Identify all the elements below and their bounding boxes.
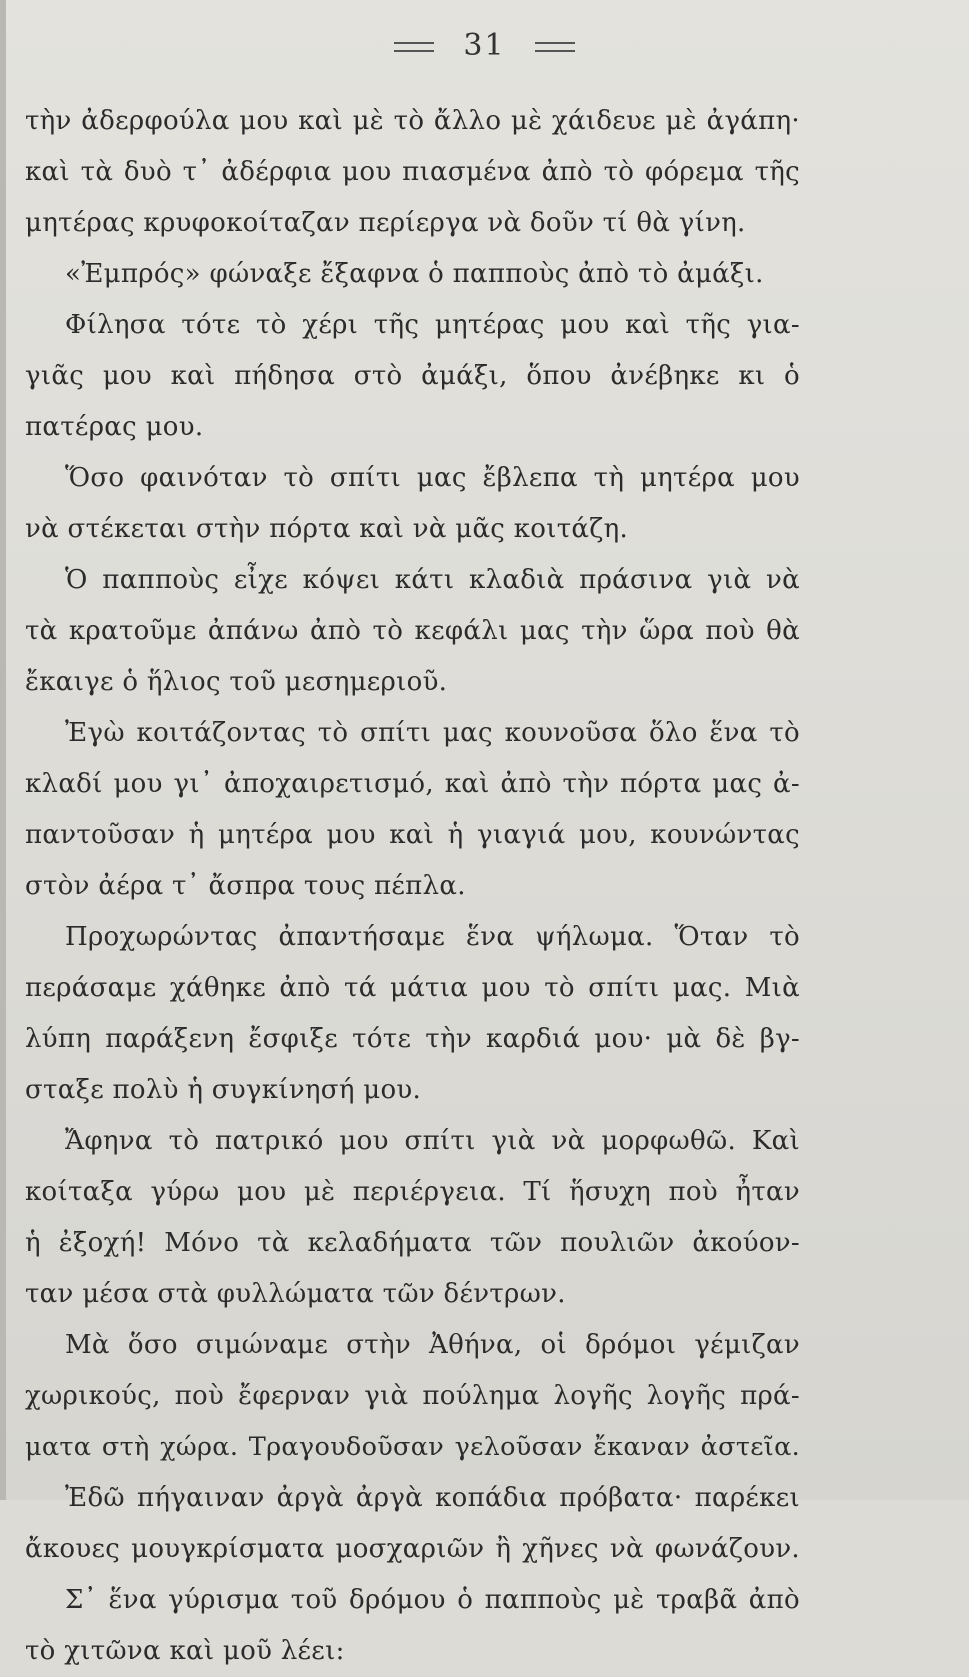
page-edge-shadow	[0, 0, 6, 1500]
text-line: στὸν ἀέρα τ᾽ ἄσπρα τους πέπλα.	[25, 871, 466, 901]
text-line: τὰ κρατοῦμε ἀπάνω ἀπὸ τὸ κεφάλι μας τὴν ὥρα ποὺ θὰ	[25, 616, 800, 646]
text-line: πατέρας μου.	[25, 412, 204, 442]
text-line: κοίταξα γύρω μου μὲ περιέργεια. Τί ἥσυχη ποὺ ἦταν	[25, 1177, 800, 1207]
text-line: ἔκαιγε ὁ ἥλιος τοῦ μεσημεριοῦ.	[25, 667, 448, 697]
page-number: 31	[463, 28, 506, 63]
text-line: «Ἐμπρός» φώναξε ἔξαφνα ὁ παπποὺς ἀπὸ τὸ ἀμάξι.	[65, 259, 764, 289]
right-decorative-rule	[535, 42, 575, 52]
text-line: καὶ τὰ δυὸ τ᾽ ἀδέρφια μου πιασμένα ἀπὸ τὸ φόρεμα τῆς	[25, 157, 800, 187]
text-line: Ἄφηνα τὸ πατρικό μου σπίτι γιὰ νὰ μορφωθῶ. Καὶ	[65, 1126, 800, 1156]
text-line: Φίλησα τότε τὸ χέρι τῆς μητέρας μου καὶ τῆς για-	[65, 310, 800, 340]
text-line: χωρικούς, ποὺ ἔφερναν γιὰ πούλημα λογῆς λογῆς πρά-	[25, 1381, 800, 1411]
text-line: κλαδί μου γι᾽ ἀποχαιρετισμό, καὶ ἀπὸ τὴν πόρτα μας ἀ-	[25, 769, 800, 799]
text-line: Μὰ ὅσο σιμώναμε στὴν Ἀθήνα, οἱ δρόμοι γέμιζαν	[65, 1330, 800, 1360]
text-line: περάσαμε χάθηκε ἀπὸ τά μάτια μου τὸ σπίτι μας. Μιὰ	[25, 973, 800, 1003]
text-line: ματα στὴ χώρα. Τραγουδοῦσαν γελοῦσαν ἔκαναν ἀστεῖα.	[25, 1432, 800, 1462]
text-line: Ὁ παπποὺς εἶχε κόψει κάτι κλαδιὰ πράσινα γιὰ νὰ	[65, 565, 800, 595]
text-line: τὴν ἀδερφούλα μου καὶ μὲ τὸ ἄλλο μὲ χάιδευε μὲ ἀγάπη·	[25, 106, 800, 136]
text-line: Ὅσο φαινόταν τὸ σπίτι μας ἔβλεπα τὴ μητέρα μου	[65, 463, 800, 493]
text-line: παντοῦσαν ἡ μητέρα μου καὶ ἡ γιαγιά μου, κουνώντας	[25, 820, 800, 850]
text-line: ταν μέσα στὰ φυλλώματα τῶν δέντρων.	[25, 1279, 566, 1309]
text-line: ἡ ἐξοχή! Μόνο τὰ κελαδήματα τῶν πουλιῶν ἀκούον-	[25, 1228, 800, 1258]
text-line: Προχωρώντας ἀπαντήσαμε ἕνα ψήλωμα. Ὅταν τὸ	[65, 922, 800, 952]
body-text	[25, 96, 800, 1677]
text-line: Ἐγὼ κοιτάζοντας τὸ σπίτι μας κουνοῦσα ὅλο ἕνα τὸ	[65, 718, 800, 748]
text-line: ἄκουες μουγκρίσματα μοσχαριῶν ἢ χῆνες νὰ φωνάζουν.	[25, 1534, 800, 1564]
text-line: νὰ στέκεται στὴν πόρτα καὶ νὰ μᾶς κοιτάζη.	[25, 514, 629, 544]
text-line: μητέρας κρυφοκοίταζαν περίεργα νὰ δοῦν τί θὰ γίνη.	[25, 208, 746, 238]
text-line: Σ᾽ ἕνα γύρισμα τοῦ δρόμου ὁ παπποὺς μὲ τραβᾶ ἀπὸ	[65, 1585, 800, 1615]
text-line: σταξε πολὺ ἡ συγκίνησή μου.	[25, 1075, 422, 1105]
text-line: γιᾶς μου καὶ πήδησα στὸ ἀμάξι, ὅπου ἀνέβηκε κι ὁ	[25, 361, 800, 391]
text-line: Ἐδῶ πήγαιναν ἀργὰ ἀργὰ κοπάδια πρόβατα· παρέκει	[65, 1483, 800, 1513]
page-number-header	[0, 28, 969, 63]
text-line: τὸ χιτῶνα καὶ μοῦ λέει:	[25, 1636, 345, 1666]
left-decorative-rule	[394, 42, 434, 52]
text-line: λύπη παράξενη ἔσφιξε τότε τὴν καρδιά μου· μὰ δὲ βγ-	[25, 1024, 800, 1054]
